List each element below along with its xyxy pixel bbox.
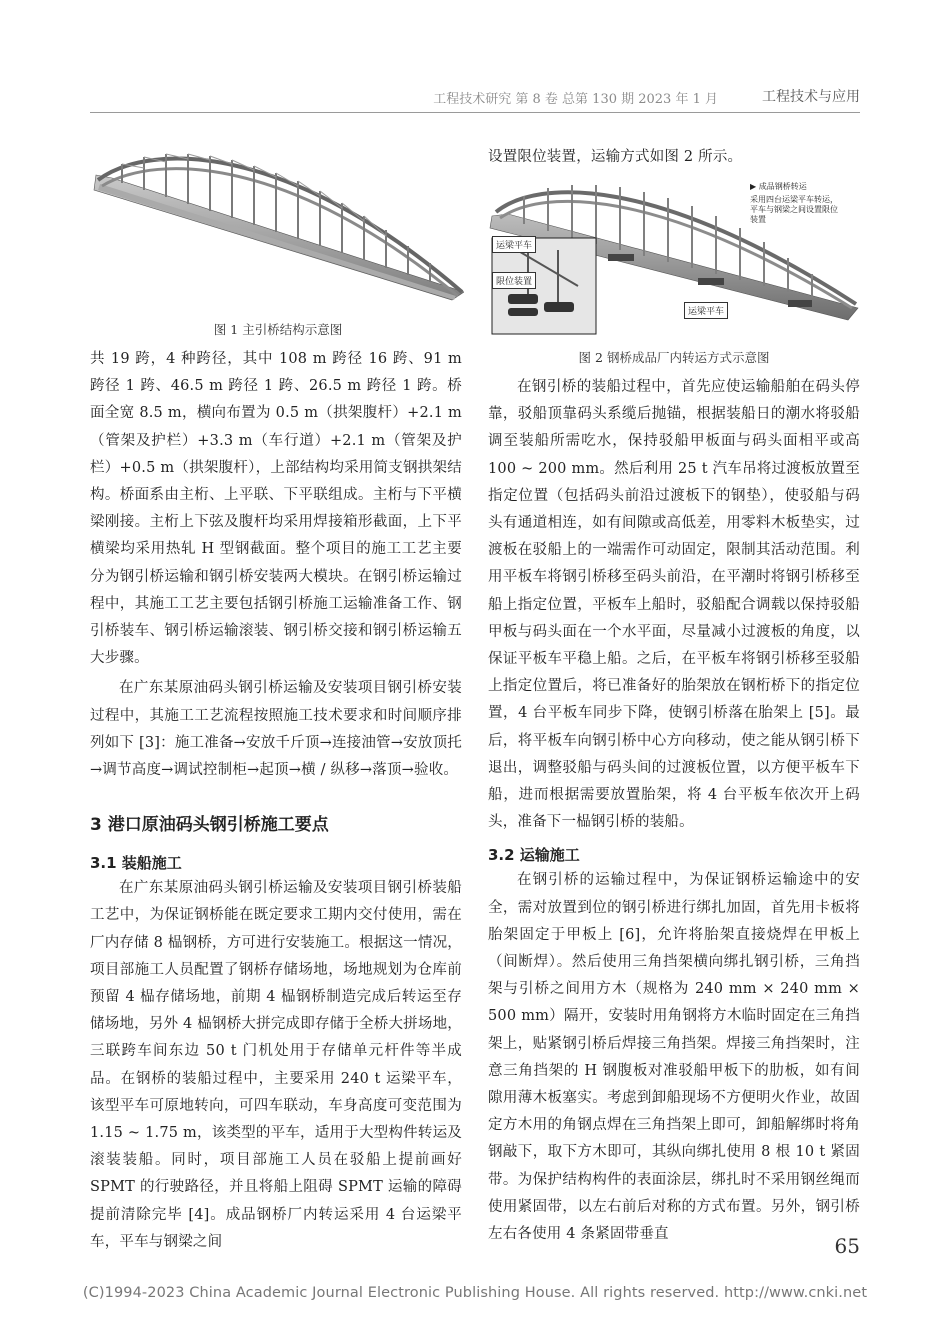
left-paragraph-1: 共 19 跨，4 种跨径，其中 108 m 跨径 16 跨、91 m 跨径 1 跨、46.5 m 跨径 1 跨、26.5 m 跨径 1 跨。桥面全宽 8.5 m，横向布置为 0.5 m（拱架腹杆）+2.1 m（管架及护栏）+3.3 m（车行道）+2.1 m（管架及护栏）+0.5 m（拱架腹杆），上部结构均采用简支钢拱架结构。桥面系由主桁、上平联、下平联组成。主桁与下平横梁刚接。主桁上下弦及腹杆均采用焊接箱形截面，上下平横梁均采用热轧 H 型钢截面。整个项目的施工工艺主要分为钢引桥运输和钢引桥安装两大模块。在钢引桥运输过程中，其施工工艺主要包括钢引桥施工运输准备工作、钢引桥装车、钢引桥运输滚装、钢引桥交接和钢引桥运输五大步骤。 — [90, 351, 462, 667]
legend-line-2: 平车与钢梁之间设置限位 — [750, 205, 838, 214]
figure-2-transport — [488, 176, 860, 336]
section-3-2-heading: 3.2 运输施工 — [488, 846, 580, 865]
right-column-top — [488, 144, 860, 171]
left-paragraph-3: 在广东某原油码头钢引桥运输及安装项目钢引桥装船工艺中，为保证钢桥能在既定要求工期内交付使用，需在厂内存储 8 榀钢桥，方可进行安装施工。根据这一情况，项目部施工人员配置了钢桥存储场地，场地规划为仓库前预留 4 榀存储场地，前期 4 榀钢桥制造完成后转运至存储场地，另外 4 榀钢桥大拼完成即存储于全桥大拼场地，三联跨车间东边 50 t 门机处用于存储单元杆件等半成品。在钢桥的装船过程中，主要采用 240 t 运梁平车，该型平车可原地转向，可四车联动，车身高度可变范围为 1.15 ~ 1.75 m，该类型的平车，适用于大型构件转运及滚装装船。同时，项目部施工人员在驳船上提前画好 SPMT 的行驶路径，并且将船上阻碍 SPMT 运输的障碍提前清除完毕 [4]。成品钢桥厂内转运采用 4 台运梁平车，平车与钢梁之间 — [90, 880, 462, 1250]
bridge-arch-illustration — [92, 150, 464, 310]
left-column — [90, 346, 462, 1256]
figure-2-caption: 图 2 钢桥成品厂内转运方式示意图 — [578, 350, 770, 365]
running-header — [90, 86, 860, 113]
label-limit-device: 限位装置 — [492, 272, 536, 289]
legend-line-1: 采用四台运梁平车转运， — [750, 195, 838, 204]
triangle-bullet-icon: ▶ — [750, 182, 759, 191]
section-3-heading: 3 港口原油码头钢引桥施工要点 — [90, 815, 329, 836]
right-paragraph-2: 在钢引桥的运输过程中，为保证钢桥运输途中的安全，需对放置到位的钢引桥进行绑扎加固，首先用卡板将胎架固定于甲板上 [6]，允许将胎架直接烧焊在甲板上（间断焊）。然后使用三角挡架横向绑扎钢引桥，三角挡架与引桥之间用方木（规格为 240 mm × 240 mm × 500 mm）隔开，安装时用角钢将方木临时固定在三角挡架上，贴紧钢引桥后焊接三角挡架。焊接三角挡架时，注意三角挡架的 H 钢腹板对准驳船甲板下的肋板，如有间隙用薄木板塞实。考虑到卸船现场不方便明火作业，故固定方木用的角钢点焊在三角挡架上即可，卸船解绑时将角钢敲下，取下方木即可，其纵向绑扎使用 8 根 10 t 紧固带。为保护结构构件的表面涂层，绑扎时不采用钢丝绳而使用紧固带，以左右前后对称的方式布置。另外，钢引桥左右各使用 4 条紧固带垂直 — [488, 872, 860, 1243]
copyright-footer: (C)1994-2023 China Academic Journal Electronic Publishing House. All rights reserved. http://www.cnki.net — [82, 1285, 868, 1301]
section-3-1-heading: 3.1 装船施工 — [90, 854, 182, 873]
figure-1-bridge — [92, 150, 464, 310]
figure-1-caption: 图 1 主引桥结构示意图 — [213, 322, 343, 337]
label-vehicle-bottom: 运梁平车 — [684, 302, 728, 319]
journal-info: 工程技术研究 第 8 卷 总第 130 期 2023 年 1 月 — [433, 92, 718, 107]
left-paragraph-2: 在广东某原油码头钢引桥运输及安装项目钢引桥安装过程中，其施工工艺流程按照施工技术要求和时间顺序排列如下 [3]：施工准备→安放千斤顶→连接油管→安放顶托→调节高度→调试控制柜→起顶→横 / 纵移→落顶→验收。 — [90, 680, 462, 779]
right-paragraph-1: 在钢引桥的装船过程中，首先应使运输船舶在码头停靠，驳船顶靠码头系缆后抛锚，根据装船日的潮水将驳船调至装船所需吃水，保持驳船甲板面与码头面相平或高 100 ~ 200 mm。然后利用 25 t 汽车吊将过渡板放置至指定位置（包括码头前沿过渡板下的钢垫），使驳船与码头有通道相连，如有间隙或高低差，用零料木板垫实，过渡板在驳船上的一端需作可动固定，限制其活动范围。利用平板车将钢引桥移至码头前沿，在平潮时将钢引桥移至船上指定位置，平板车上船时，驳船配合调载以保持驳船甲板与码头面在一个水平面，尽量减小过渡板的角度，以保证平板车平稳上船。之后，在平板车将钢引桥移至驳船上指定位置后，将已准备好的胎架放在钢桁桥下的指定位置，4 台平板车同步下降，使钢引桥落在胎架上 [5]。最后，将平板车向钢引桥中心方向移动，使之能从钢引桥下退出，调整驳船与码头间的过渡板位置，以方便平板车下船，进而根据需要放置胎架，将 4 台平板车依次开上码头，准备下一榀钢引桥的装船。 — [488, 379, 860, 831]
legend-line-3: 装置 — [750, 215, 766, 224]
section-title: 工程技术与应用 — [762, 89, 860, 105]
label-vehicle-top: 运梁平车 — [492, 236, 536, 253]
page-number: 65 — [834, 1234, 860, 1258]
right-paragraph-0: 设置限位装置，运输方式如图 2 所示。 — [488, 149, 743, 165]
right-column — [488, 374, 860, 1248]
figure-2-legend — [750, 182, 860, 225]
legend-title: ▶ 成品钢桥转运 — [750, 182, 807, 191]
